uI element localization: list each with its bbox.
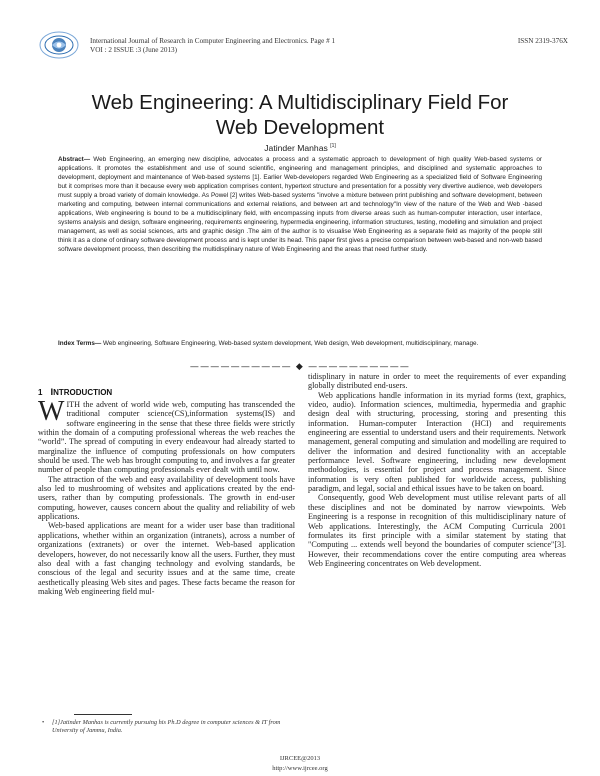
section-number: 1 [38, 388, 43, 397]
journal-logo-icon [38, 30, 80, 60]
index-terms-label: Index Terms [58, 340, 95, 347]
paper-title [0, 90, 600, 140]
paragraph: Web-based applications are meant for a wider user base than traditional applications, whether within an organization (intranets), across a number of organizations (extranets) or over the internet. Web-based application developers, however, do not necessarily know all the users. Further, they must also deal with a fast changing technology and evolving standards, be conscious of the legal and security issues and at the same time, create aesthetically pleasing Web sites and pages. These facts became the reason for making Web engineering field mul- [38, 521, 295, 596]
title-line-1: Web Engineering: A Multidisciplinary Field For [91, 91, 509, 114]
footnote-bullet: • [42, 719, 45, 726]
right-column [308, 372, 566, 568]
section-initial: I [50, 387, 54, 398]
footer-url: http://www.ijrcee.org [272, 765, 328, 772]
paragraph [38, 396, 295, 475]
section-title-rest: NTRODUCTION [53, 388, 113, 397]
left-column [38, 396, 295, 596]
title-line-2: Web Development [215, 116, 385, 139]
journal-volume: VOI : 2 ISSUE :3 (June 2013) [90, 46, 178, 54]
paragraph: Consequently, good Web development must utilise relevant parts of all these disciplines and not be dominated by narrow viewpoints. Web Engineering is a response in recognition of this multidisciplinary nature of Web applications. Interestingly, the ACM Computing Curricula 2001 formulates its first principle with a similar statement by stating that "Computing ... extends well beyond the boundaries of computer science"[3]. However, their recommendations cover the entire computing area whereas Web Engineering concentrates on Web development. [308, 493, 566, 568]
author-name: Jatinder Manhas [264, 143, 328, 153]
author-line [0, 143, 600, 153]
paragraph: Web applications handle information in its myriad forms (text, graphics, video, audio). Information sciences, multimedia, hypermedia and graphic design deal with structuring, processing, storing and presenting this information. Human-computer Interaction (HCI) and requirements engineering are essential to understand users and their requirements. Network management, general computing and simulation and modelling are required to deliver the information and desired functionality with an acceptable performance level. Software engineering, including new development methodologies, is essential for project and process management. Since information is very often published for worldwide access, publishing paradigm, and legal, social and ethical issues have to be taken on board. [308, 390, 566, 494]
index-terms: Index Terms— Web engineering, Software Engineering, Web-based system development, Web design, Web development, multidisciplinary, manage. [58, 340, 479, 347]
paragraph: The attraction of the web and easy availability of development tools have also led to mushrooming of websites and applications created by the end-users, rather than by computing professionals. The growth in end-user computing, however, causes concern about the quality and reliability of web applications. [38, 474, 295, 522]
footer-copyright: IJRCEE@2013 [279, 755, 321, 762]
author-mark: [1] [330, 143, 336, 150]
paragraph: tidisplinary in nature in order to meet the requirements of ever expanding globally distributed end-users. [308, 372, 566, 391]
dropcap: W [38, 396, 65, 427]
footnote-text: [1]Jatinder Manhas is currently pursuing his Ph.D degree in computer sciences & IT from University of Jammu, India. [52, 719, 281, 734]
footnote [42, 719, 292, 735]
issn: ISSN 2319-376X [517, 37, 568, 45]
journal-name: International Journal of Research in Computer Engineering and Electronics. Page # 1 [90, 37, 336, 45]
section-separator: —————————— ◆ —————————— [189, 362, 411, 372]
index-terms-text: Web engineering, Software Engineering, Web-based system development, Web design, Web development, multidisciplinary, manage. [103, 340, 479, 347]
abstract: Abstract— Web Engineering, an emerging new discipline, advocates a process and a systematic approach to development of high quality Web-based systems or applications. It promotes the establishment and use of sound scientific, engineering and management principles, and disciplined and systematic approaches to development, deployment and maintenance of Web-based systems [1]. Earlier Web-developers regarded Web Engineering as a specialized field of Software Engineering but it comprises more than it because every web application comprises content, hypertext structure and presentation for a possibly very divertive audience, web developers must supply a broad variety of domain knowledge. As Powel [2] writes Web-based systems "involve a mixture between print publishing and software development, between marketing and computing, between internal communications and external relations, and between art and technology"In view of the nature of the Web and Web -based applications, Web engineering is bound to be a multidisciplinary field, with encompassing inputs from diverse areas such as human-computer interaction, user interface, systems analysis and design, software engineering, requirements engineering, hypermedia engineering, information structures, testing, modelling and simulation and project management, as well as social sciences, arts and graphic design .The aim of the author is to visualise Web Engineering as a separate field as majority of the people still think it as a clone of ordinary software development process and is kept under its head. This paper first gives a precise comparison between web-based and non-web based software development process, then describing the multidisplinary nature of Web Engineering and the areas that need further study. [58, 156, 543, 253]
page-header [38, 30, 568, 62]
footnote-rule [74, 714, 132, 715]
abstract-text: Web Engineering, an emerging new discipline, advocates a process and a systematic approach to development of high quality Web-based systems or applications. It promotes the establishment and use of sound scientific, engineering and management principles, and disciplined and systematic approaches to development, deployment and maintenance of Web-based systems [1]. Earlier Web-developers regarded Web Engineering as a specialized field of Software Engineering but it comprises more than it because every web application comprises content, hypertext structure and presentation for a possibly very divertive audience, web developers must supply a broad variety of domain knowledge. As Powel [2] writes Web-based systems "involve a mixture between print publishing and software development, between marketing and computing, between internal communications and external relations, and between art and technology"In view of the nature of the Web and Web -based applications, Web engineering is bound to be a multidisciplinary field, with encompassing inputs from diverse areas such as human-computer interaction, user interface, systems analysis and design, software engineering, requirements engineering, hypermedia engineering, information structures, testing, modelling and simulation and project management, as well as social sciences, arts and graphic design .The aim of the author is to visualise Web Engineering as a separate field as majority of the people still think it as a clone of ordinary software development process and is kept under its head. This paper first gives a precise comparison between web-based and non-web based software development process, then describing the multidisplinary nature of Web Engineering and the areas that need further study. [58, 156, 543, 253]
abstract-label: Abstract [58, 156, 84, 163]
paragraph-text: ITH the advent of world wide web, computing has transcended the traditional computer science(CS),information systems(IS) and software engineering in the sense that these three fields were strictly within the domain of a computing professional whereas the web reaches the “world”. The spread of computing in every endeavour had already started to marginalize the influence of computing professionals on how computers should be used. The web has brought computing to, and involves a far greater number of people than computing professionals ever dealt with until now. [38, 400, 295, 475]
